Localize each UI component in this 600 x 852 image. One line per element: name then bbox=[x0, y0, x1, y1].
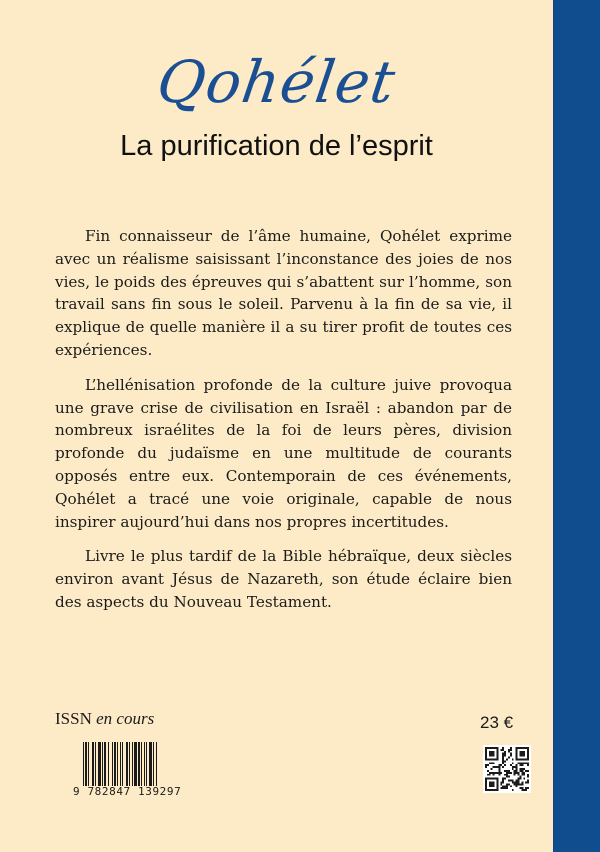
barcode-number: 9 782847 139297 bbox=[73, 785, 182, 798]
book-subtitle: La purification de l’esprit bbox=[120, 130, 433, 162]
blurb-paragraph-3: Livre le plus tardif de la Bible hébraïque, deux siècles environ avant Jésus de Nazareth, son étude éclaire bien des aspects du Nouveau Testament. bbox=[55, 547, 512, 611]
barcode-bars bbox=[83, 742, 187, 786]
blurb bbox=[55, 225, 512, 626]
issn-line bbox=[55, 709, 154, 729]
barcode-icon bbox=[73, 742, 191, 797]
blurb-paragraph-1: Fin connaisseur de l’âme humaine, Qohélet exprime avec un réalisme saisissant l’inconstance des joies de nos vies, le poids des épreuves qui s’abattent sur l’homme, son travail sans fin sous le soleil. Parvenu à la fin de sa vie, il explique de quelle manière il a su tirer profit de toutes ces expériences. bbox=[55, 227, 512, 359]
issn-status: en cours bbox=[96, 709, 155, 728]
qr-code-icon bbox=[483, 745, 531, 793]
blurb-paragraph-2: L’hellénisation profonde de la culture juive provoqua une grave crise de civilisation en Israël : abandon par de nombreux israélites de la foi de leurs pères, division profonde du judaïsme en une multitude de courants opposés entre eux. Contemporain de ces événements, Qohélet a tracé une voie originale, capable de nous inspirer aujourd’hui dans nos propres incertitudes. bbox=[55, 375, 512, 531]
blue-side-band bbox=[553, 0, 600, 852]
book-title: Qohélet bbox=[153, 48, 400, 116]
price: 23 € bbox=[480, 713, 514, 732]
issn-label: ISSN bbox=[55, 709, 92, 728]
